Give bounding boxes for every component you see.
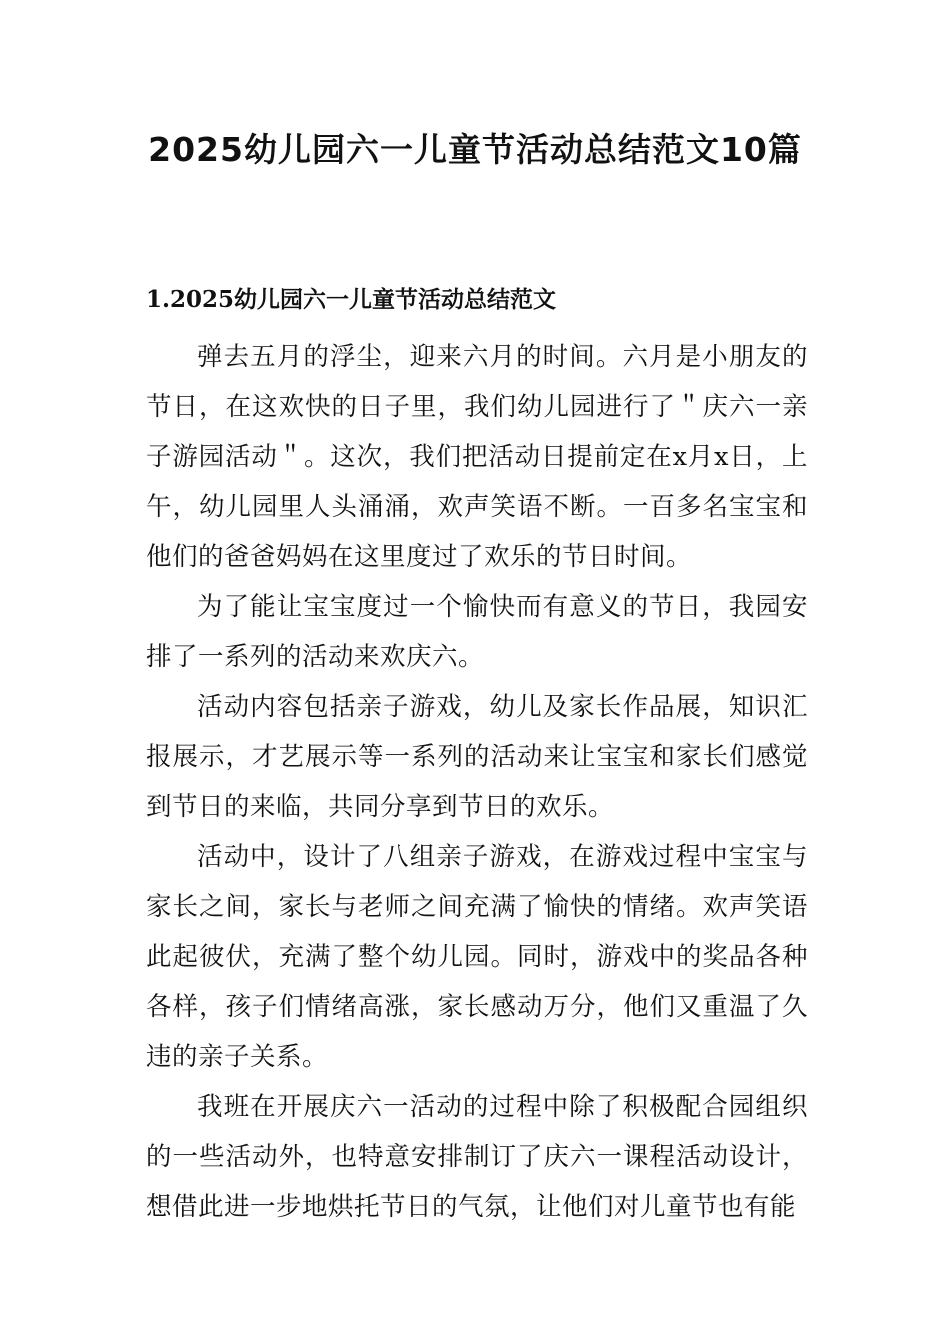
paragraph: 活动中，设计了八组亲子游戏，在游戏过程中宝宝与家长之间，家长与老师之间充满了愉快的情绪。欢声笑语此起彼伏，充满了整个幼儿园。同时，游戏中的奖品各种各样，孩子们情绪高涨，家长感动万分，他们又重温了久违的亲子关系。 bbox=[146, 842, 808, 1072]
section-heading: 1.2025幼儿园六一儿童节活动总结范文 bbox=[146, 286, 557, 313]
document-body bbox=[146, 332, 808, 1232]
paragraph: 我班在开展庆六一活动的过程中除了积极配合园组织的一些活动外，也特意安排制订了庆六一课程活动设计，想借此进一步地烘托节日的气氛，让他们对儿童节也有能 bbox=[146, 1092, 808, 1222]
paragraph: 为了能让宝宝度过一个愉快而有意义的节日，我园安排了一系列的活动来欢庆六。 bbox=[146, 592, 808, 672]
paragraph: 弹去五月的浮尘，迎来六月的时间。六月是小朋友的节日，在这欢快的日子里，我们幼儿园进行了＂庆六一亲子游园活动＂。这次，我们把活动日提前定在x月x日，上午，幼儿园里人头涌涌，欢声笑语不断。一百多名宝宝和他们的爸爸妈妈在这里度过了欢乐的节日时间。 bbox=[146, 342, 808, 572]
paragraph: 活动内容包括亲子游戏，幼儿及家长作品展，知识汇报展示，才艺展示等一系列的活动来让宝宝和家长们感觉到节日的来临，共同分享到节日的欢乐。 bbox=[146, 692, 808, 822]
document-title: 2025幼儿园六一儿童节活动总结范文10篇 bbox=[148, 130, 802, 169]
